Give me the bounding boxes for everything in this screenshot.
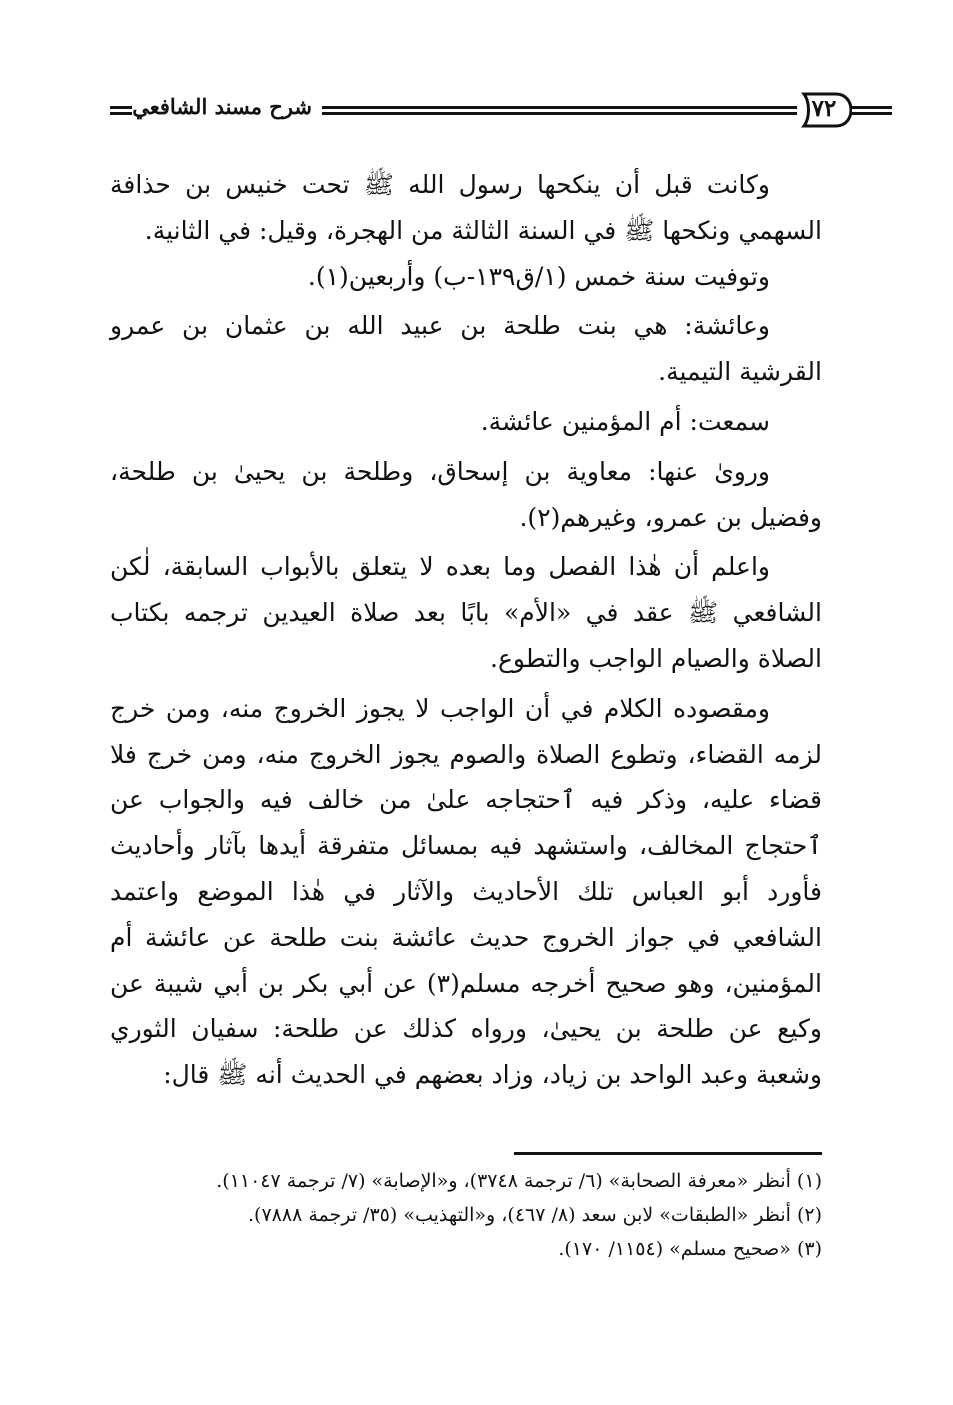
footnote-3: (٣) «صحيح مسلم» (١١٥٤/ ١٧٠). bbox=[558, 1238, 822, 1260]
main-text bbox=[110, 162, 822, 1098]
paragraph-5: وروىٰ عنها: معاوية بن إسحاق، وطلحة بن يحيىٰ بن طلحة، وفضيل بن عمرو، وغيرهم(٢). bbox=[110, 456, 822, 532]
footnote-1: (١) أنظر «معرفة الصحابة» (٦/ ترجمة ٣٧٤٨)، و«الإصابة» (٧/ ترجمة ١١٠٤٧). bbox=[216, 1170, 822, 1192]
header-rule-middle bbox=[322, 106, 797, 115]
footnotes bbox=[110, 1164, 822, 1266]
footnote-separator bbox=[514, 1152, 822, 1155]
paragraph-7: ومقصوده الكلام في أن الواجب لا يجوز الخروج منه، ومن خرج لزمه القضاء، وتطوع الصلاة والصوم يجوز الخروج منه، ومن خرج فلا قضاء عليه، وذكر فيه ٱحتجاجه علىٰ من خالف فيه والجواب عن ٱحتجاج المخالف، واستشهد فيه بمسائل متفرقة أيدها بآثار وأحاديث فأورد أبو العباس تلك الأحاديث والآثار في هٰذا الموضع واعتمد الشافعي في جواز الخروج حديث عائشة بنت طلحة عن عائشة أم المؤمنين، وهو صحيح أخرجه مسلم(٣) عن أبي بكر بن أبي شيبة عن وكيع عن طلحة بن يحيىٰ، ورواه كذلك عن طلحة: سفيان الثوري وشعبة وعبد الواحد بن زياد، وزاد بعضهم في الحديث أنه ﷺ قال: bbox=[110, 693, 822, 1090]
paragraph-4: سمعت: أم المؤمنين عائشة. bbox=[480, 406, 770, 436]
page-number: ٧٢ bbox=[811, 95, 837, 122]
header-rule-left bbox=[110, 106, 132, 115]
footnote-2: (٢) أنظر «الطبقات» لابن سعد (٨/ ٤٦٧)، و«التهذيب» (٣٥/ ترجمة ٧٨٨٨). bbox=[248, 1204, 822, 1226]
paragraph-6: واعلم أن هٰذا الفصل وما بعده لا يتعلق بالأبواب السابقة، لٰكن الشافعي ﷺ عقد في «الأم» بابًا بعد صلاة العيدين ترجمه بكتاب الصلاة والصيام الواجب والتطوع. bbox=[110, 552, 822, 673]
running-header bbox=[110, 88, 837, 136]
paragraph-3: وعائشة: هي بنت طلحة بن عبيد الله بن عثمان بن عمرو القرشية التيمية. bbox=[110, 311, 822, 387]
paragraph-1: وكانت قبل أن ينكحها رسول الله ﷺ تحت خنيس بن حذافة السهمي ونكحها ﷺ في السنة الثالثة من الهجرة، وقيل: في الثانية. bbox=[110, 170, 822, 245]
header-rule-right bbox=[850, 106, 892, 115]
paragraph-2: وتوفيت سنة خمس (١/ق١٣٩-ب) وأربعين(١). bbox=[307, 261, 770, 291]
page-number-badge bbox=[796, 90, 852, 130]
running-title: شرح مسند الشافعي bbox=[132, 94, 312, 119]
